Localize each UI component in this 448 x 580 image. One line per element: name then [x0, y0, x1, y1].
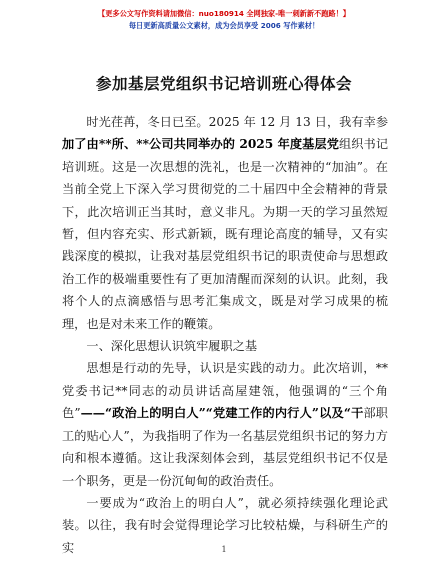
text-segment: 组织书记培	[62, 137, 389, 174]
bold-text-segment: 加了由**所、**公司共同举办的 2025 年度基层党	[62, 137, 339, 152]
page-number: 1	[221, 545, 227, 554]
text-segment: 思想是行动的先导，认识是实践的动力。此次培训，**党委书记**同志的动员讲话高屋建瓴，他强调的“三个角色”	[62, 361, 388, 421]
promo-banner-line-2: 每日更新高质量公文素材，成为会员享受 2006 写作素材！	[128, 21, 320, 30]
promo-banner-line-1: 【更多公文写作资料请加微信：nuo180914 全网独家-唯一刺新新不跑路！】	[98, 9, 350, 18]
document-body	[62, 111, 388, 559]
text-segment: 一、深化思想认识筑牢履职之基	[86, 339, 258, 354]
text-segment: 一要成为“政治上的明白人”，就必须持续强化理论武装。以往，我有时会觉得理论学习比较枯燥，与科研生产的实	[62, 495, 388, 555]
body-paragraph	[62, 357, 388, 491]
text-segment: 部职工的贴心人”，为我指明了作为一名基层党组织书记的努力方向和根本遵循。这让我深刻体会到，基层党组织书记不仅是一个职务，更是一份沉甸甸的政治责任。	[62, 406, 388, 488]
text-segment: 2025 年 12 月 13 日	[208, 115, 327, 129]
section-heading	[62, 335, 388, 357]
document-title: 参加基层党组织书记培训班心得体会	[95, 75, 352, 93]
text-segment: ，我有幸参	[326, 115, 389, 129]
body-paragraph	[62, 111, 388, 335]
bold-text-segment: ——“政治上的明白人”“党建工作的内行人”以及“干	[80, 406, 364, 421]
text-segment: 时光荏苒，冬日已至。	[86, 115, 209, 129]
text-segment: 训班。这是一次思想的洗礼，也是一次精神的“加油”。在当前全党上下深入学习贯彻党的二十届四中全会精神的背景下，此次培训正当其时，意义非凡。为期一天的学习虽然短暂，但内容充实、形式新颖，既有理论高度的辅导，又有实践深度的模拟，让我对基层党组织书记的职责使命与思想政治工作的极端重要性有了更加清醒而深刻的认识。此刻，我将个人的点滴感悟与思考汇集成文，既是对学习成果的梳理，也是对未来工作的鞭策。	[62, 159, 388, 331]
